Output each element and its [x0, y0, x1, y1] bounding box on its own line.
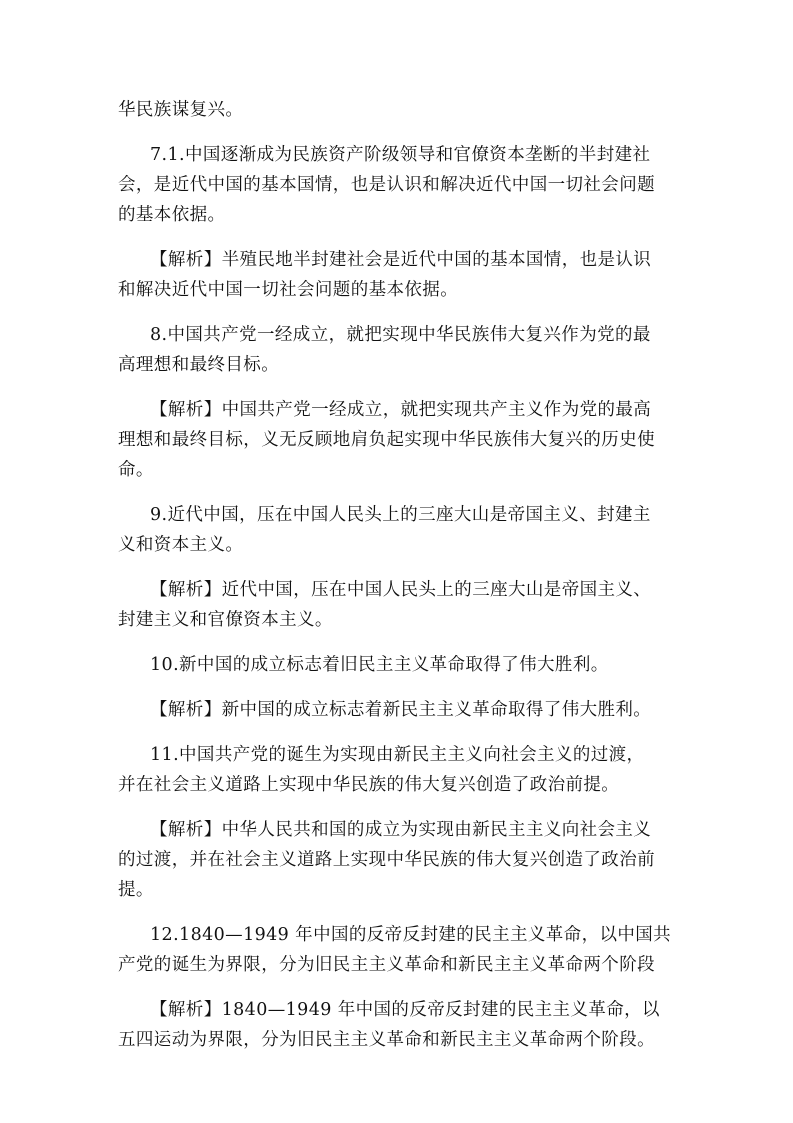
analysis-11-line-3: 提。 — [118, 880, 154, 900]
question-7-line-1: 7.1.中国逐渐成为民族资产阶级领导和官僚资本垄断的半封建社 — [150, 145, 651, 165]
analysis-9-line-1: 【解析】近代中国，压在中国人民头上的三座大山是帝国主义、 — [150, 580, 652, 600]
analysis-8-line-2: 理想和最终目标，义无反顾地肩负起实现中华民族伟大复兴的历史使 — [118, 430, 655, 450]
analysis-11-line-2: 的过渡，并在社会主义道路上实现中华民族的伟大复兴创造了政治前 — [118, 850, 655, 870]
question-11-line-1: 11.中国共产党的诞生为实现由新民主主义向社会主义的过渡， — [150, 745, 645, 765]
question-8-line-2: 高理想和最终目标。 — [118, 355, 280, 375]
question-7-line-2: 会，是近代中国的基本国情，也是认识和解决近代中国一切社会问题 — [118, 175, 655, 195]
analysis-11-line-1: 【解析】中华人民共和国的成立为实现由新民主主义向社会主义 — [150, 820, 652, 840]
analysis-12-line-1: 【解析】1840—1949 年中国的反帝反封建的民主主义革命，以 — [150, 1000, 660, 1020]
analysis-7-line-2: 和解决近代中国一切社会问题的基本依据。 — [118, 280, 459, 300]
question-10-line-1: 10.新中国的成立标志着旧民主主义革命取得了伟大胜利。 — [150, 655, 609, 675]
analysis-10-line-1: 【解析】新中国的成立标志着新民主主义革命取得了伟大胜利。 — [150, 700, 652, 720]
question-7-line-3: 的基本依据。 — [118, 205, 226, 225]
question-9-line-1: 9.近代中国，压在中国人民头上的三座大山是帝国主义、封建主 — [150, 505, 651, 525]
question-9-line-2: 义和资本主义。 — [118, 535, 244, 555]
analysis-8-line-1: 【解析】中国共产党一经成立，就把实现共产主义作为党的最高 — [150, 400, 652, 420]
analysis-12-line-2: 五四运动为界限，分为旧民主主义革命和新民主主义革命两个阶段。 — [118, 1030, 655, 1050]
question-12-line-1: 12.1840—1949 年中国的反帝反封建的民主主义革命，以中国共 — [150, 925, 672, 945]
analysis-9-line-2: 封建主义和官僚资本主义。 — [118, 610, 333, 630]
question-8-line-1: 8.中国共产党一经成立，就把实现中华民族伟大复兴作为党的最 — [150, 325, 651, 345]
analysis-8-line-3: 命。 — [118, 460, 154, 480]
question-11-line-2: 并在社会主义道路上实现中华民族的伟大复兴创造了政治前提。 — [118, 775, 620, 795]
analysis-7-line-1: 【解析】半殖民地半封建社会是近代中国的基本国情，也是认识 — [150, 250, 652, 270]
question-12-line-2: 产党的诞生为界限，分为旧民主主义革命和新民主主义革命两个阶段 — [118, 955, 655, 975]
text-line-continuation: 华民族谋复兴。 — [118, 100, 244, 120]
